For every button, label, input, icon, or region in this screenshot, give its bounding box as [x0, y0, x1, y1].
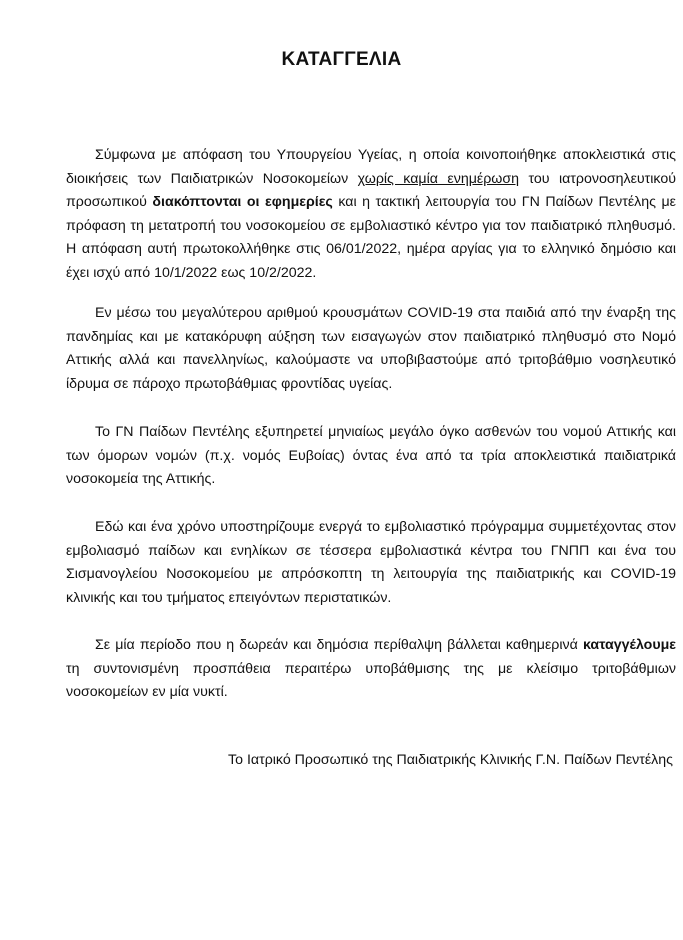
document-title: ΚΑΤΑΓΓΕΛΙΑ — [281, 49, 402, 70]
paragraph-1-text-c: και η τακτική λειτουργία του ΓΝ Παίδων Πεντέλης με πρόφαση τη μετατροπή του νοσοκομείου σε εμβολιαστικό κέντρο για τον παιδιατρικό πληθυσμό. Η απόφαση αυτή πρωτοκολλήθηκε στις 06/01/2022, ημέρα αργίας για το ελληνικό δημόσιο και έχει ισχύ από 10/1/2022 εως 10/2/2022. — [66, 194, 676, 281]
paragraph-1-text-b: του ιατρονοσηλευτικού προσωπικού — [66, 170, 676, 210]
paragraph-1-bold-text: διακόπτονται οι εφημερίες — [152, 194, 333, 210]
paragraph-5 — [66, 634, 676, 705]
paragraph-1 — [66, 144, 676, 285]
paragraph-3: Το ΓΝ Παίδων Πεντέλης εξυπηρετεί μηνιαίως μεγάλο όγκο ασθενών του νομού Αττικής και των όμορων νομών (π.χ. νομός Ευβοίας) όντας ένα από τα τρία αποκλειστικά παιδιατρικά νοσοκομεία της Αττικής. — [66, 424, 676, 487]
paragraph-5-text-a: Σε μία περίοδο που η δωρεάν και δημόσια περίθαλψη βάλλεται καθημερινά — [95, 637, 583, 653]
paragraph-5-text-b: τη συντονισμένη προσπάθεια περαιτέρω υποβάθμισης της με κλείσιμο τριτοβάθμιων νοσοκομείων εν μία νυκτί. — [66, 660, 676, 700]
signature-line: Το Ιατρικό Προσωπικό της Παιδιατρικής Κλινικής Γ.Ν. Παίδων Πεντέλης — [228, 752, 673, 768]
paragraph-5-bold-text: καταγγέλουμε — [582, 637, 676, 653]
paragraph-4: Εδώ και ένα χρόνο υποστηρίζουμε ενεργά το εμβολιαστικό πρόγραμμα συμμετέχοντας στον εμβολιασμό παίδων και ενηλίκων σε τέσσερα εμβολιαστικά κέντρα του ΓΝΠΠ και ένα του Σισμανογλείου Νοσοκομείου με απρόσκοπτη τη λειτουργία της παιδιατρικής και COVID-19 κλινικής και του τμήματος επειγόντων περιστατικών. — [66, 519, 676, 606]
paragraph-1-underlined-text: χωρίς καμία ενημέρωση — [357, 170, 520, 187]
paragraph-1-text-a: Σύμφωνα με απόφαση του Υπουργείου Υγείας, η οποία κοινοποιήθηκε αποκλειστικά στις διοικήσεις των Παιδιατρικών Νοσοκομείων — [66, 147, 676, 187]
paragraph-2: Εν μέσω του μεγαλύτερου αριθμού κρουσμάτων COVID-19 στα παιδιά από την έναρξη της πανδημίας και με κατακόρυφη αύξηση των εισαγωγών στον παιδιατρικό πληθυσμό στο Νομό Αττικής αλλά και πανελληνίως, καλούμαστε να υποβιβαστούμε από τριτοβάθμιο νοσηλευτικό ίδρυμα σε πάροχο πρωτοβάθμιας φροντίδας υγείας. — [66, 305, 676, 392]
